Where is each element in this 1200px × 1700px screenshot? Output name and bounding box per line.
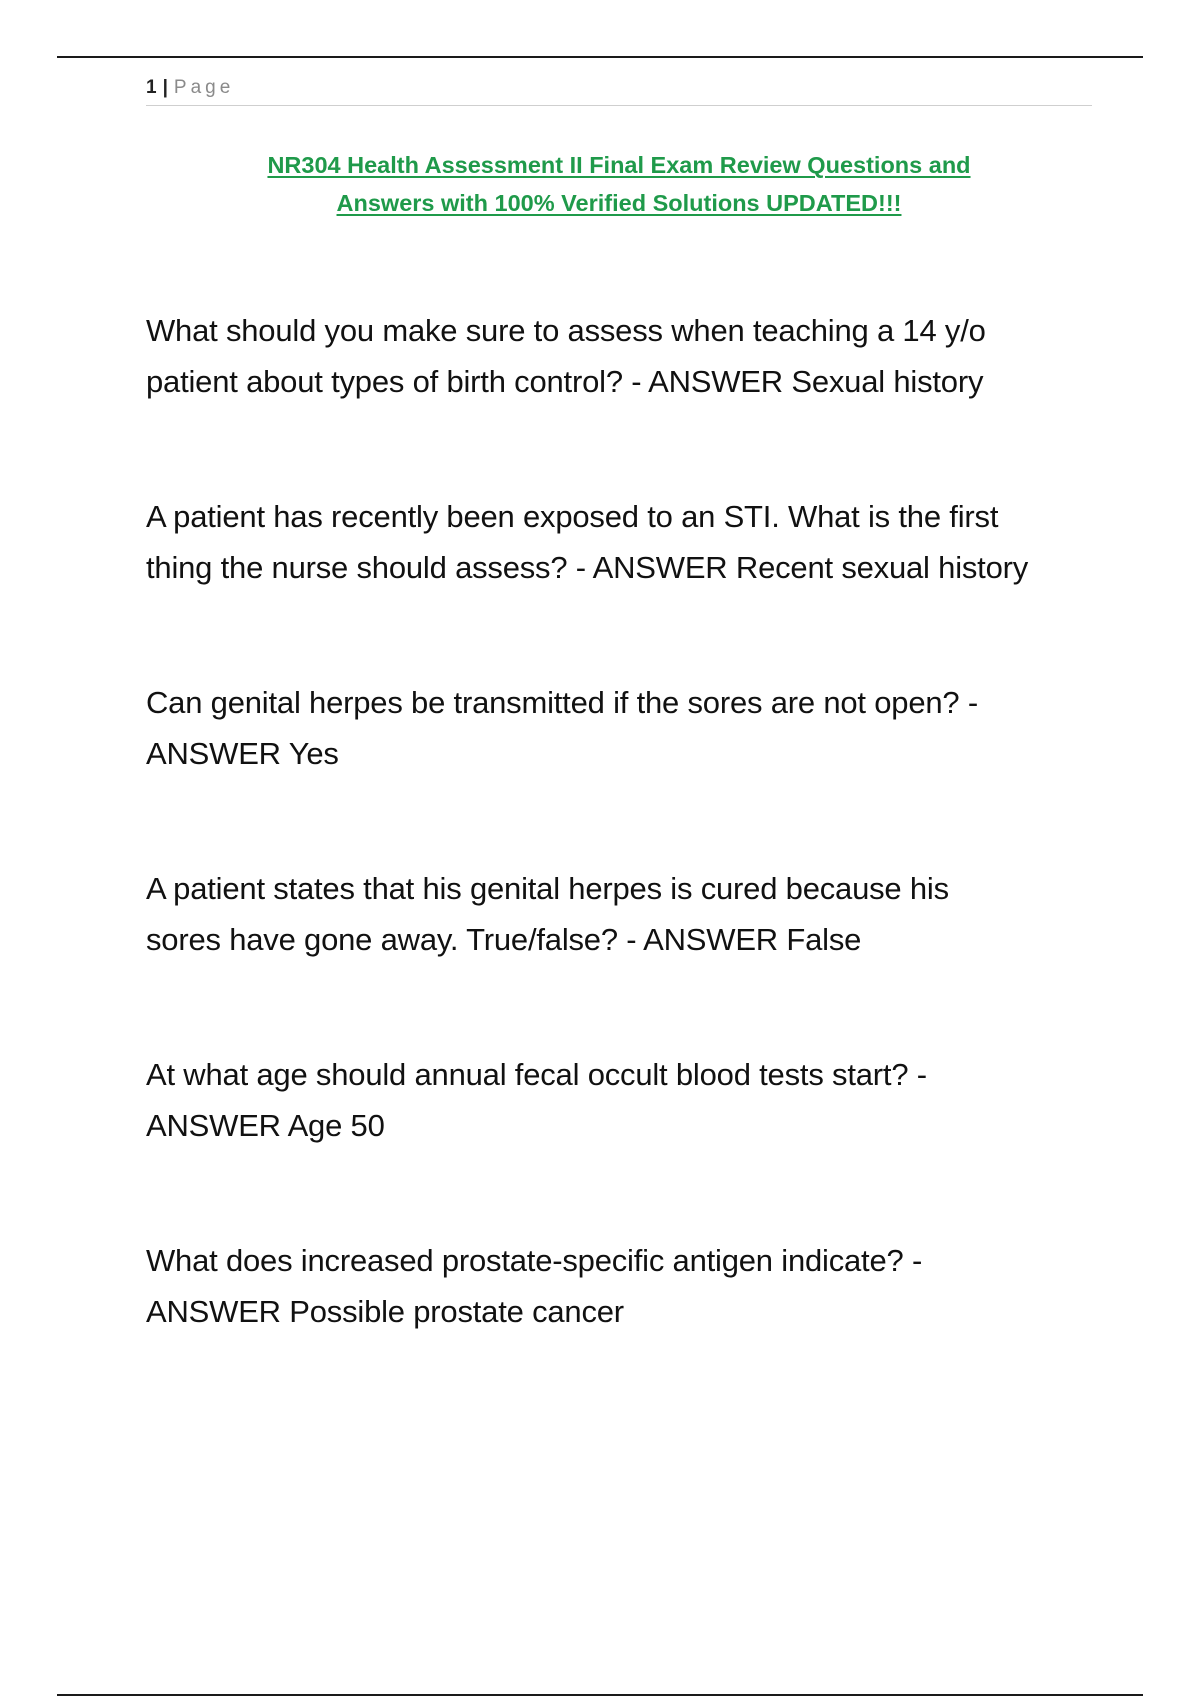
- question-line-2: thing the nurse should assess? - ANSWER Recent sexual history: [146, 550, 1029, 585]
- question-line-1: Can genital herpes be transmitted if the sores are not open? -: [146, 685, 978, 720]
- document-title-line-2: Answers with 100% Verified Solutions UPDATED!!!: [336, 190, 902, 216]
- question-line-1: At what age should annual fecal occult blood tests start? -: [146, 1057, 927, 1092]
- question-line-2: ANSWER Age 50: [146, 1108, 385, 1143]
- question-line-1: What should you make sure to assess when teaching a 14 y/o: [146, 313, 986, 348]
- page-top-rule: [57, 56, 1143, 58]
- question-line-1: What does increased prostate-specific antigen indicate? -: [146, 1243, 923, 1278]
- question-line-2: ANSWER Possible prostate cancer: [146, 1294, 624, 1329]
- question-line-1: A patient states that his genital herpes is cured because his: [146, 871, 949, 906]
- page-number: 1: [146, 77, 157, 98]
- document-title-line-1: NR304 Health Assessment II Final Exam Review Questions and: [267, 152, 971, 178]
- question-answer-item: [146, 863, 1106, 1049]
- question-answer-list: [146, 305, 1106, 1421]
- question-line-1: A patient has recently been exposed to an STI. What is the first: [146, 499, 999, 534]
- question-line-2: ANSWER Yes: [146, 736, 339, 771]
- document-title: [146, 146, 1092, 222]
- question-answer-item: [146, 1235, 1106, 1421]
- page-header: [146, 73, 1092, 106]
- question-answer-item: [146, 305, 1106, 491]
- question-line-2: sores have gone away. True/false? - ANSWER False: [146, 922, 862, 957]
- question-answer-item: [146, 677, 1106, 863]
- question-answer-item: [146, 491, 1106, 677]
- page-bottom-rule: [57, 1694, 1143, 1696]
- page-separator: |: [162, 77, 168, 98]
- question-line-2: patient about types of birth control? - ANSWER Sexual history: [146, 364, 984, 399]
- page-label: Page: [173, 77, 235, 98]
- question-answer-item: [146, 1049, 1106, 1235]
